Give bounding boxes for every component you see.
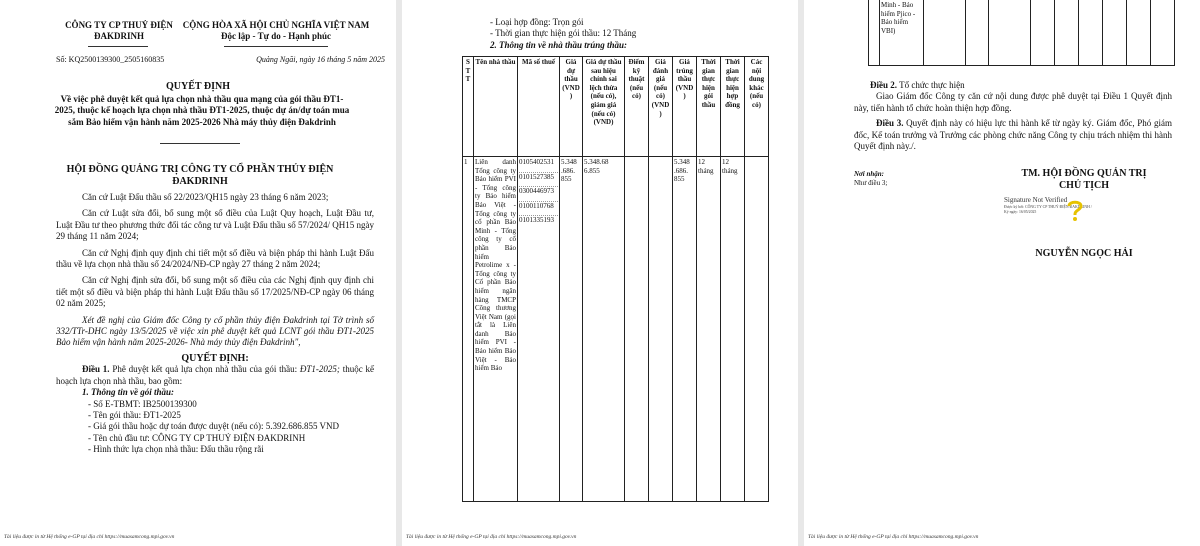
company-line-1: CÔNG TY CP THUỶ ĐIỆN bbox=[65, 20, 173, 30]
article-1-label: Điều 1. bbox=[82, 364, 110, 375]
winning-bidder-table bbox=[462, 56, 769, 502]
article-3 bbox=[854, 118, 1172, 152]
divider bbox=[224, 46, 328, 47]
cell-empty bbox=[1055, 0, 1079, 66]
table-header-row bbox=[463, 57, 769, 157]
recipients-block bbox=[854, 170, 974, 188]
tax-code: 0101335193 bbox=[519, 215, 558, 225]
article-1-text: Phê duyệt kết quả lựa chọn nhà thầu của gói thầu: bbox=[109, 364, 300, 375]
article-2-label: Điều 2. bbox=[870, 80, 897, 90]
tax-code: 0100110768 bbox=[519, 201, 558, 211]
article-2-body: Giao Giám đốc Công ty căn cứ nội dung được phê duyệt tại Điều 1 Quyết định này, tiến hành tổ chức hoàn thiện hợp đồng. bbox=[854, 91, 1172, 113]
company-line-2: ĐAKDRINH bbox=[93, 31, 144, 42]
cell-bid-price: 5.348 .686. 855 bbox=[560, 157, 583, 502]
table-row bbox=[463, 157, 769, 502]
document-page-2 bbox=[402, 0, 798, 546]
cell-empty bbox=[924, 0, 966, 66]
digital-signature bbox=[1004, 196, 1124, 226]
decision-title: QUYẾT ĐỊNH bbox=[166, 81, 230, 92]
issuing-authority bbox=[30, 164, 370, 188]
info-item: - Tên gói thầu: ĐT1-2025 bbox=[88, 409, 181, 420]
cell-other bbox=[745, 157, 769, 502]
recipients-label: Nơi nhận: bbox=[854, 170, 885, 178]
cell-package-time: 12 tháng bbox=[697, 157, 721, 502]
column-header: Thời gian thực hiện hợp đồng bbox=[721, 57, 745, 157]
column-header: Giá trúng thầu (VND ) bbox=[673, 57, 697, 157]
info-item: - Thời gian thực hiện gói thầu: 12 Tháng bbox=[490, 28, 637, 39]
table-row bbox=[869, 0, 1175, 66]
article-2 bbox=[854, 80, 1172, 91]
article-2-text: Tổ chức thực hiện bbox=[897, 80, 965, 90]
column-header: Giá đánh giá (nếu có) (VND ) bbox=[649, 57, 673, 157]
legal-basis bbox=[56, 192, 374, 456]
column-header: Giá dự thầu sau hiệu chỉnh sai lệch thừa (nếu có), giảm giá (nếu có) (VND) bbox=[583, 57, 625, 157]
page-footer: Tài liệu được in từ Hệ thống e-GP tại địa chỉ https://muasamcong.mpi.gov.vn bbox=[406, 534, 577, 540]
cell-stt: 1 bbox=[463, 157, 474, 502]
divider bbox=[88, 46, 148, 47]
cell-bidder-name-cont: Minh - Bảo hiểm Pjico - Bảo hiểm VBI) bbox=[880, 0, 924, 66]
cell-empty bbox=[1127, 0, 1151, 66]
page-footer: Tài liệu được in từ Hệ thống e-GP tại địa chỉ https://muasamcong.mpi.gov.vn bbox=[4, 534, 175, 540]
board-line-2: ĐAKDRINH bbox=[172, 176, 228, 187]
document-number: Số: KQ2500139300_2505160835 bbox=[56, 55, 165, 64]
column-header: Thời gian thực hiện gói thầu bbox=[697, 57, 721, 157]
document-page-1 bbox=[0, 0, 396, 546]
basis-item: Căn cứ Luật sửa đổi, bổ sung một số điều của Luật Quy hoạch, Luật Đầu tư, Luật Đầu tư theo phương thức đối tác công tư và Luật Đấu thầu số 57/2024/ QH15 ngày 29 tháng 11 năm 2024; bbox=[56, 208, 374, 242]
article-1-package: ĐT1-2025; bbox=[299, 364, 340, 375]
document-page-3 bbox=[804, 0, 1200, 546]
table-continuation bbox=[868, 0, 1175, 66]
national-header bbox=[170, 20, 382, 43]
question-mark-icon bbox=[1066, 200, 1084, 222]
column-header: Điểm kỹ thuật (nếu có) bbox=[625, 57, 649, 157]
column-header: Giá dự thầu (VND ) bbox=[560, 57, 583, 157]
republic-line: CỘNG HÒA XÃ HỘI CHỦ NGHĨA VIỆT NAM bbox=[182, 20, 370, 30]
cell-empty bbox=[1103, 0, 1127, 66]
board-line-1: HỘI ĐỒNG QUẢNG TRỊ CÔNG TY CỔ PHẦN THỦY ĐIỆN bbox=[66, 164, 334, 175]
articles bbox=[854, 80, 1172, 152]
signature-heading bbox=[984, 168, 1184, 192]
info-item: - Hình thức lựa chọn nhà thầu: Đấu thầu rộng rãi bbox=[88, 444, 264, 455]
signer-organization: TM. HỘI ĐỒNG QUẢN TRỊ bbox=[1021, 168, 1147, 179]
info-item: - Giá gói thầu hoặc dự toán được duyệt (nếu có): 5.392.686.855 VND bbox=[88, 421, 340, 432]
decision-subject: Về việc phê duyệt kết quả lựa chọn nhà thầu qua mạng của gói thầu ĐT1-2025, thuộc kế hoạch lựa chọn nhà thầu ĐT1-2025, thuộc dự án/dự toán mua sắm Bảo hiểm vận hành năm 2025-2026 Nhà máy thủy điện Đakdrinh bbox=[54, 94, 350, 127]
date-place: Quảng Ngãi, ngày 16 tháng 5 năm 2025 bbox=[256, 55, 385, 64]
decide-heading: QUYẾT ĐỊNH: bbox=[181, 352, 249, 364]
column-header: S T T bbox=[463, 57, 474, 157]
cell-contract-time: 12 tháng bbox=[721, 157, 745, 502]
article-1-tail: thuộc kế hoạch lựa chọn nhà thầu, bao gồm: bbox=[56, 364, 375, 386]
basis-item: Căn cứ Nghị định sửa đổi, bổ sung một số điều của các Nghị định quy định chi tiết một số điều và biện pháp thi hành Luật Đấu thầu số 17/2025/NĐ-CP ngày 06 tháng 02 năm 2025; bbox=[56, 275, 374, 309]
cell-win-price: 5.348 .686. 855 bbox=[673, 157, 697, 502]
cell-empty bbox=[1031, 0, 1055, 66]
cell-empty bbox=[989, 0, 1031, 66]
cell-empty bbox=[869, 0, 880, 66]
page-footer: Tài liệu được in từ Hệ thống e-GP tại địa chỉ https://muasamcong.mpi.gov.vn bbox=[808, 534, 979, 540]
column-header: Mã số thuế bbox=[518, 57, 560, 157]
cell-tax-codes bbox=[518, 157, 560, 502]
cell-empty bbox=[1151, 0, 1175, 66]
cell-empty bbox=[966, 0, 989, 66]
tax-code: 0300446973 bbox=[519, 186, 558, 196]
tax-code: 0105402531 bbox=[519, 158, 554, 166]
section-1-heading: 1. Thông tin về gói thầu: bbox=[82, 387, 175, 398]
recipients-list: Như điều 3; bbox=[854, 179, 888, 187]
info-item: - Loại hợp đồng: Trọn gói bbox=[490, 17, 584, 27]
signer-name: NGUYỄN NGỌC HẢI bbox=[1035, 248, 1133, 259]
motto-line: Độc lập - Tự do - Hạnh phúc bbox=[220, 31, 331, 42]
contract-info bbox=[490, 17, 790, 51]
article-3-label: Điều 3. bbox=[876, 118, 904, 129]
cell-tech-score bbox=[625, 157, 649, 502]
signature-status: Signature Not Verified bbox=[1004, 196, 1068, 204]
divider bbox=[160, 143, 240, 144]
info-item: - Tên chủ đầu tư: CÔNG TY CP THUỶ ĐIỆN ĐAKDRINH bbox=[88, 432, 306, 443]
signer-title: CHỦ TỊCH bbox=[1058, 180, 1110, 191]
proposal-text: Xét đề nghị của Giám đốc Công ty cổ phần thủy điện Đakdrinh tại Tờ trình số 332/TTr-DHC ngày 13/5/2025 về việc xin phê duyệt kết quả LCNT gói thầu ĐT1-2025 Bảo hiểm vận hành năm 2025-2026- Nhà máy thủy điện Đakdrinh", bbox=[56, 314, 374, 348]
column-header: Tên nhà thầu bbox=[474, 57, 518, 157]
basis-item: Căn cứ Nghị định quy định chi tiết một số điều và biện pháp thi hành Luật Đấu thầu về lựa chọn nhà thầu số 24/2024/NĐ-CP ngày 27 tháng 2 năm 2024; bbox=[56, 247, 374, 270]
basis-item: Căn cứ Luật Đấu thầu số 22/2023/QH15 ngày 23 tháng 6 năm 2023; bbox=[82, 192, 329, 202]
cell-eval-price bbox=[649, 157, 673, 502]
article-1 bbox=[56, 364, 374, 387]
cell-bidder-name: Liên danh Tổng công ty Bảo hiểm PVI - Tổng công ty Bảo hiểm Bảo Việt - Tổng công ty cổ phần Bảo Minh - Tổng công ty cổ phần Bảo hiểm Petrolime x - Tổng công ty Cổ phần Bảo hiểm ngân hàng TMCP Công thương Việt Nam (gọi tắt là Liên danh Bảo hiểm PVI - Bảo hiểm Bảo Việt - Bảo hiểm Bảo bbox=[474, 157, 518, 502]
section-2-heading: 2. Thông tin về nhà thầu trúng thầu: bbox=[490, 39, 628, 50]
info-item: - Số E-TBMT: IB2500139300 bbox=[88, 398, 197, 409]
article-3-text: Quyết định này có hiệu lực thi hành kể từ ngày ký. Giám đốc, Phó giám đốc, Kế toán trưởng và Trưởng các phòng chức năng Công ty chịu trách nhiệm thi hành Quyết định này./. bbox=[854, 118, 1172, 152]
cell-empty bbox=[1079, 0, 1103, 66]
tax-code: 0101527385 bbox=[519, 172, 558, 182]
signature-details: Được ký bởi: CÔNG TY CP THUỶ ĐIỆN ĐAKDRINH / Ký ngày: 16/05/2025 bbox=[1004, 205, 1092, 214]
column-header: Các nội dung khác (nếu có) bbox=[745, 57, 769, 157]
cell-adjusted-price: 5.348.68 6.855 bbox=[583, 157, 625, 502]
